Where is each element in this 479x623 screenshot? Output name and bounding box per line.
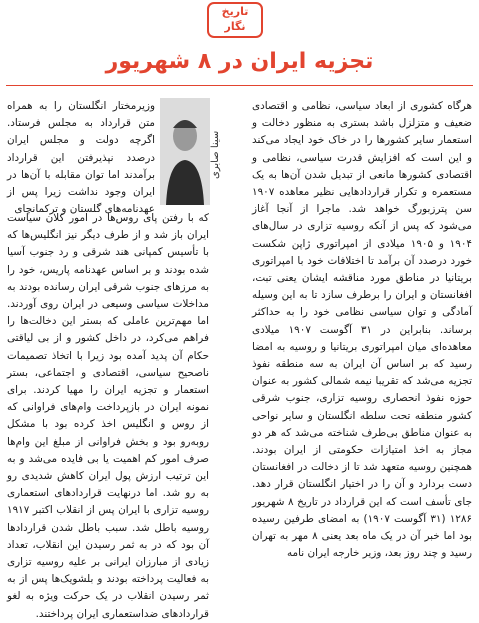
- article-paragraph: که با رفتن پای روس‌ها در امور کلان سیاست ایران باز شد و از طرف دیگر نیز انگلیس‌ها که با تأسیس کمپانی هند شرقی و رد جنوب آسیا شده بودند و بر اساس عهدنامه پاریس، خود را به مرزهای جنوب شرقی ایران رسانده بودند به مداخلات سیاسی وسیعی در ایران روی آوردند. اما مهم‌ترین عاملی که بستر این دخالت‌ها را فراهم می‌کرد، در داخل کشور و از بی لیاقتی حکام آن پدید آمده بود زیرا با اتخاذ تصمیمات ناصحیح سیاسی، اقتصادی و اجتماعی، بستر استعمار و تجزیه ایران را مهیا کردند. برای نمونه ایران در بازپرداخت وام‌های فراوانی که از روس و انگلیس اخذ کرده بود با مشکل روبه‌رو بود و بخش فراوانی از مبلغ این وام‌ها صرف امور کم اهمیت یا بی فایده می‌شد و به این ترتیب ارزش پول ایران کاهش شدیدی رو به رو شد. اما درنهایت قراردادهای استعماری روسیه تزاری با ایران پس از انقلاب اکتبر ۱۹۱۷ روسیه باطل شد. سبب باطل شدن قراردادها آن بود که در به ثمر رسیدن این انقلاب، تعداد زیادی از مبارزان ایرانی بر علیه روسیه تزاری به فعالیت پرداخته بودند و بلشویک‌ها پس از به ثمر رسیدن انقلاب در یک حرکت ویژه به لغو قراردادهای ضداستعماری ایران پرداختند.: [7, 212, 209, 620]
- article-column-left: [7, 210, 209, 623]
- article-title: تجزیه ایران در ۸ شهریور: [105, 49, 374, 74]
- title-divider: [6, 85, 473, 86]
- article-paragraph: وزیرمختار انگلستان را به همراه متن قرارداد به مجلس فرستاد. اگرچه دولت و مجلس ایران درصدد نپذیرفتن این قرارداد برآمدند اما توان مقابله با آن‌ها در ایران وجود نداشت زیرا پس از عهدنامه‌های گلستان و ترکمانچای: [7, 100, 155, 216]
- author-name: سینا صابری: [210, 130, 221, 180]
- badge-line-2: نگار: [224, 20, 246, 33]
- article-column-left-top: [7, 98, 155, 218]
- author-photo: [160, 98, 210, 205]
- article-paragraph: هرگاه کشوری از ابعاد سیاسی، نظامی و اقتصادی ضعیف و متزلزل باشد بستری به منظور دخالت و استعمار سایر کشورها را در خاک خود ایجاد می‌کند و این است که افزایش قدرت سیاسی، نظامی و اقتصادی کشورها مانعی از تبدیل شدن آن‌ها به یک مستعمره و تکرار قراردادهایی نظیر معاهده ۱۹۰۷ سن پترزبورگ خواهد شد. ماجرا از آنجا آغاز می‌شود که پس از آنکه روسیه تزاری در سال‌های ۱۹۰۴ و ۱۹۰۵ میلادی از امپراتوری ژاپن شکست خورد درصدد آن برآمد تا اختلافات خود با امپراتوری بریتانیا در مناطق مورد مناقشه ایشان یعنی تبت، افغانستان و ایران را برطرف سازد تا به این وسیله آمادگی و توان سیاسی نظامی خود را به حداکثر برساند. بنابراین در ۳۱ آگوست ۱۹۰۷ میلادی معاهده‌ای میان امپراتوری بریتانیا و روسیه به امضا رسید که بر اساس آن ایران به سه منطقه نفوذ تجزیه می‌شد که تقریبا نیمه شمالی کشور به عنوان حوزه نفوذ انحصاری روسیه تزاری، جنوب شرقی کشور منطقه تحت سلطه انگلستان و سایر نواحی به عنوان مناطق بی‌طرف شناخته می‌شد که هر دو مجاز به اخذ امتیازات حکومتی از ایران بودند. همچنین روسیه متعهد شد تا از دخالت در افغانستان دست بردارد و آن را در اختیار انگلستان قرار دهد. جای تأسف است که این قرارداد در تاریخ ۸ شهریور ۱۲۸۶ (۳۱ آگوست ۱۹۰۷) به امضای طرفین رسیده بود اما خبر آن در یک ماه بعد یعنی ۸ مهر به تهران رسید و چند روز بعد، وزیر خارجه ایران نامه: [252, 100, 473, 560]
- section-badge: [207, 2, 263, 38]
- article-column-right: [252, 98, 472, 562]
- person-icon: [160, 98, 210, 205]
- badge-line-1: تاریخ: [221, 5, 249, 18]
